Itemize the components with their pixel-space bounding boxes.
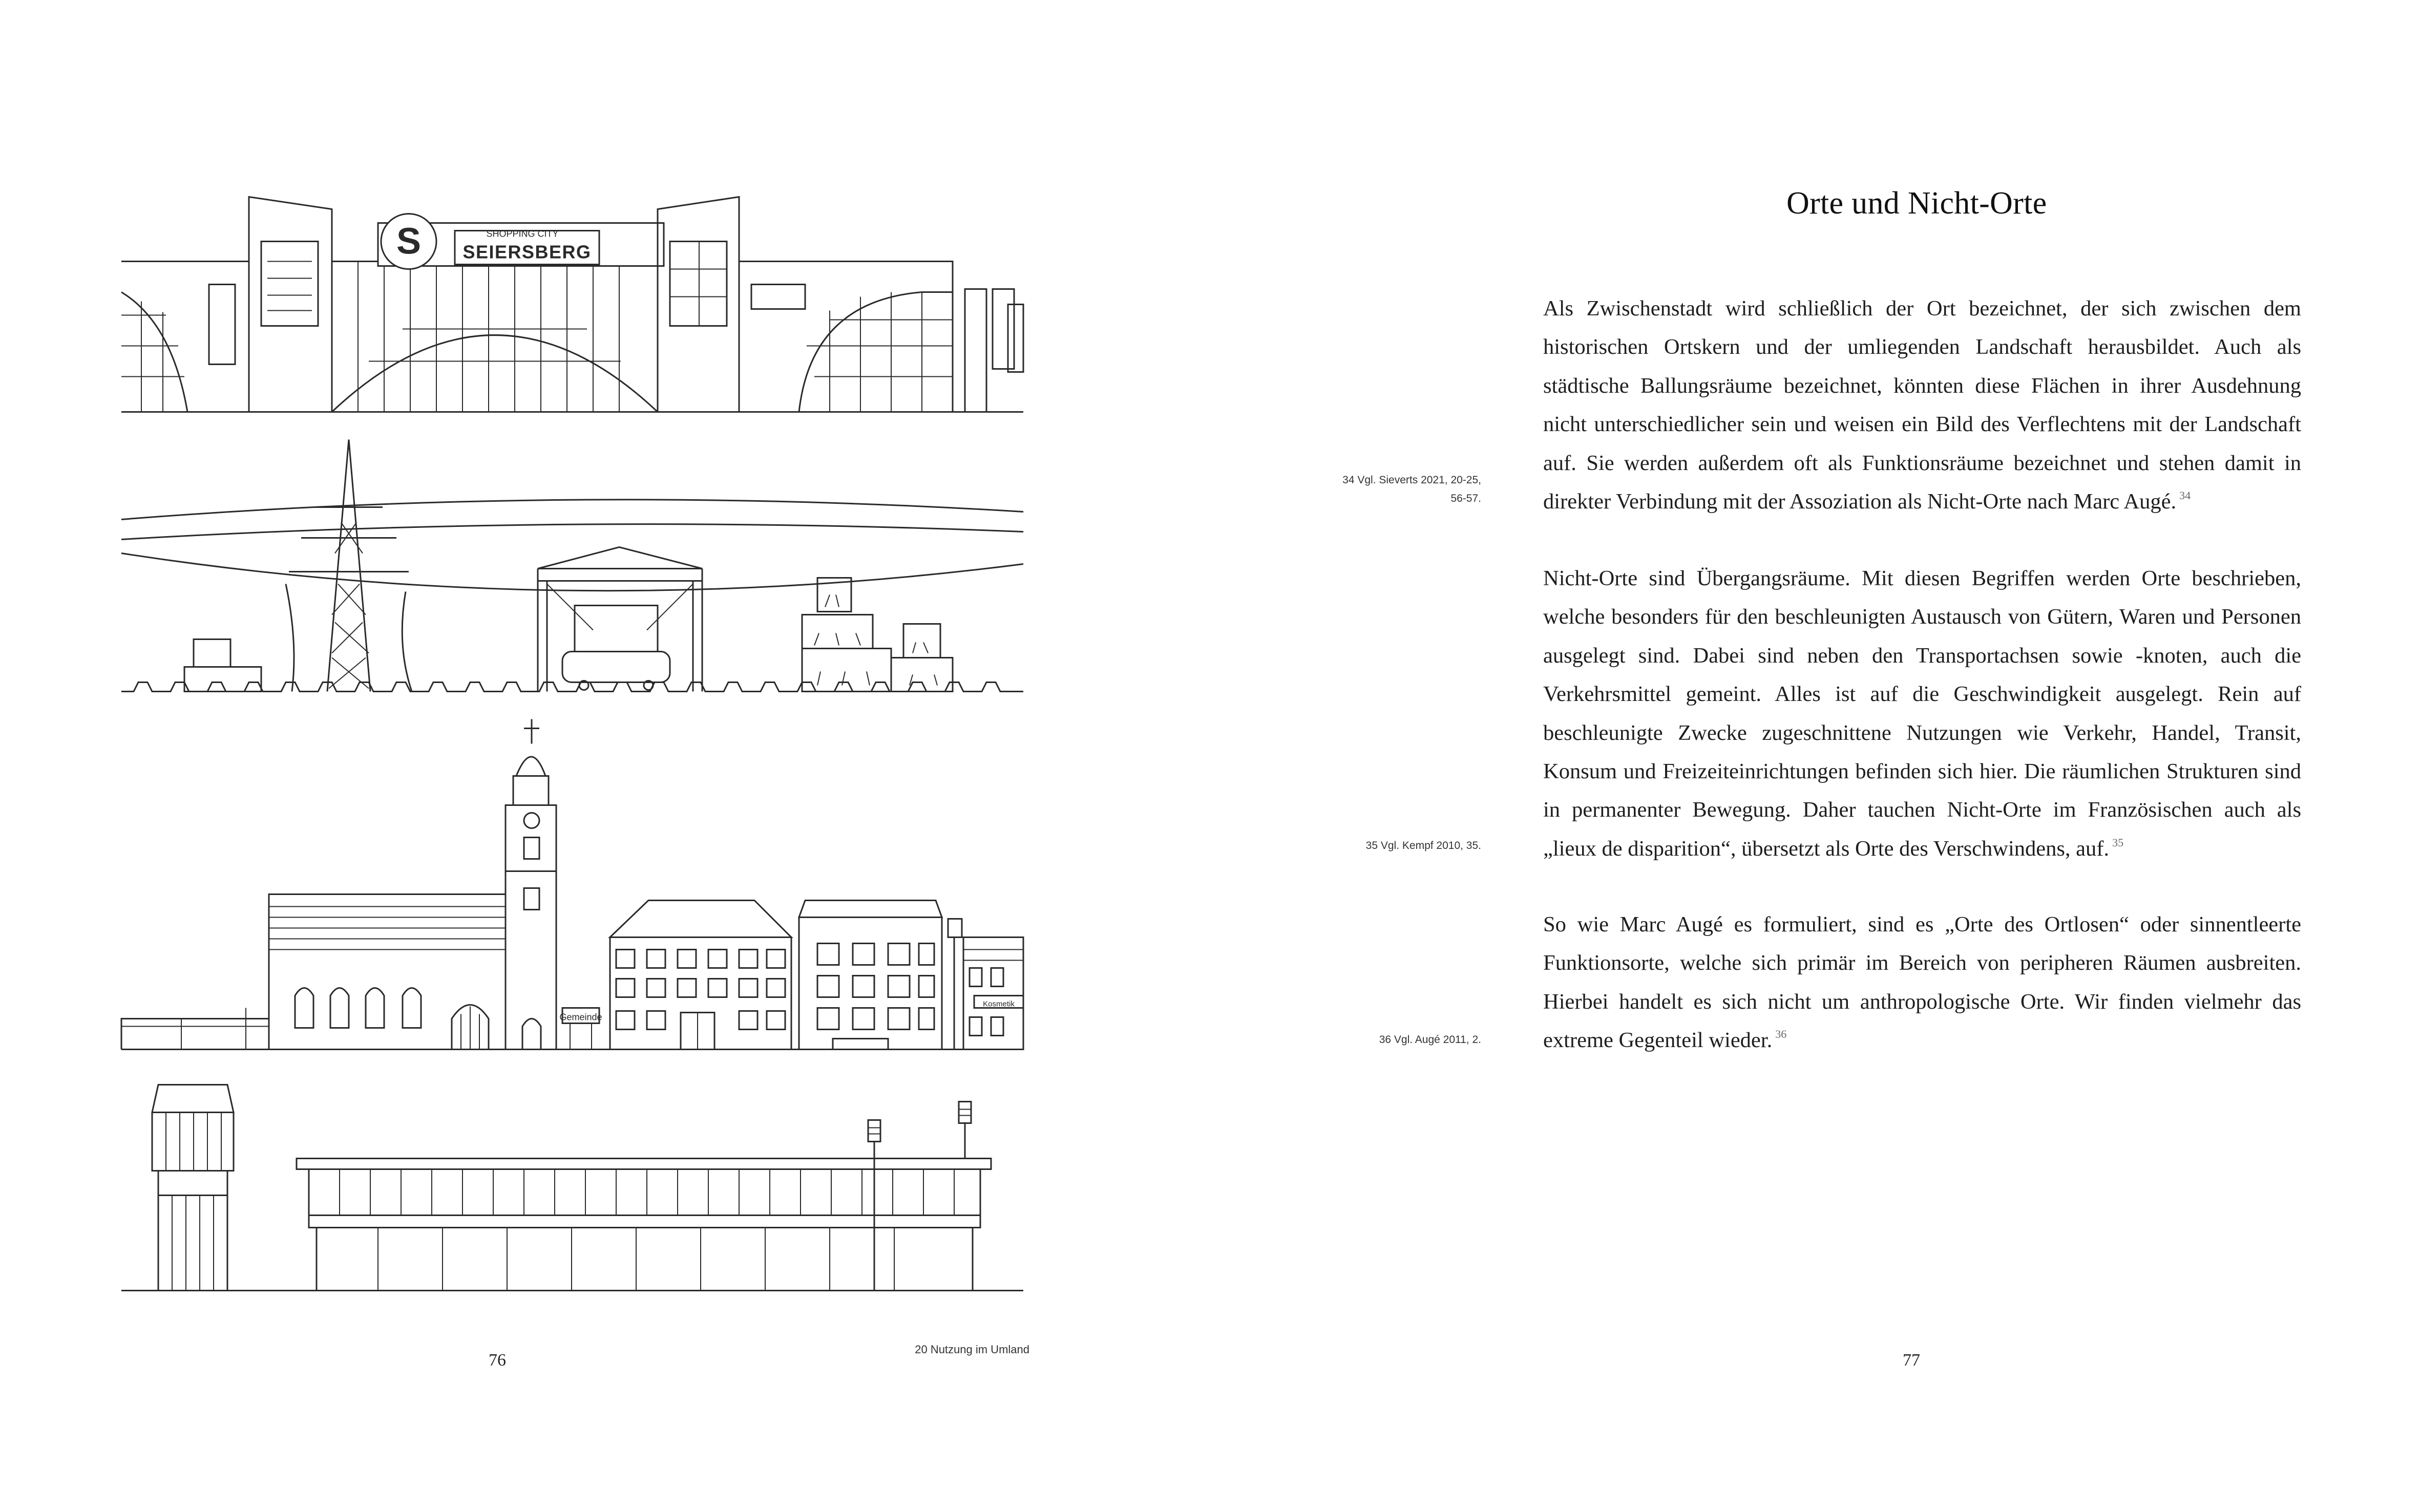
footnote-ref-36: 36 <box>1775 1028 1787 1041</box>
right-page-number: 77 <box>1903 1351 1920 1370</box>
footnote-ref-34: 34 <box>2179 489 2191 502</box>
paragraph-3-text: So wie Marc Augé es formuliert, sind es „Orte des Ortlosen“ oder sinnentleerte Funktionsorte, welche sich primär im Bereich von peripheren Räumen ausbreiten. Hierbei handelt es sich nicht um anthropologische Orte. Wir finden vielmehr das extreme Gegenteil wieder. <box>1543 912 2301 1053</box>
mall-sign-line1: SHOPPING CITY <box>486 228 559 239</box>
footnote-36 <box>1270 1031 1481 1049</box>
mall-sign-line2: SEIERSBERG <box>462 241 592 263</box>
footnote-35-line1: 35 Vgl. Kempf 2010, 35. <box>1365 840 1481 851</box>
power-line-drawing <box>121 440 1023 692</box>
paragraph-1 <box>1543 289 2301 524</box>
footnote-34-line1: 34 Vgl. Sieverts 2021, 20-25, <box>1342 474 1481 486</box>
municipality-sign: Gemeinde <box>559 1012 602 1023</box>
footnote-34-line2: 56-57. <box>1450 493 1481 504</box>
shop-sign: Kosmetik <box>983 999 1015 1009</box>
footnote-36-line1: 36 Vgl. Augé 2011, 2. <box>1379 1034 1481 1046</box>
shopping-mall-drawing <box>121 197 1023 412</box>
village-drawing <box>121 719 1023 1050</box>
footnote-ref-35: 35 <box>2112 836 2124 849</box>
figure-caption: 20 Nutzung im Umland <box>915 1343 1029 1356</box>
paragraph-2-text: Nicht-Orte sind Übergangsräume. Mit diesen Begriffen werden Orte beschrieben, welche besonders für den beschleunigten Austausch von Gütern, Waren und Personen ausgelegt sind. Dabei sind neben den Transportachsen sowie -knoten, auch die Verkehrsmittel gemeint. Alles ist auf die Geschwindigkeit ausgelegt. Rein auf beschleunigte Zwecke zugeschnittene Nutzungen wie Verkehr, Handel, Transit, Konsum und Freizeiteinrichtungen befinden sich hier. Die räumlichen Strukturen sind in permanenter Bewegung. Daher tauchen Nicht-Orte im Französischen auch als „lieux de disparition“, übersetzt als Orte des Verschwindens, auf. <box>1543 566 2301 861</box>
chapter-heading: Orte und Nicht-Orte <box>1786 186 2047 221</box>
airport-drawing <box>121 1085 1023 1291</box>
footnote-35 <box>1270 837 1481 855</box>
footnote-34 <box>1270 471 1481 508</box>
paragraph-2 <box>1543 559 2301 871</box>
left-page-number: 76 <box>489 1351 506 1370</box>
mall-logo-letter: S <box>396 221 422 262</box>
paragraph-1-text: Als Zwischenstadt wird schließlich der Ort bezeichnet, der sich zwischen dem historischen Ortskern und der umliegenden Landschaft herausbildet. Auch als städtische Ballungsräume bezeichnet, könnten diese Flächen in ihrer Ausdehnung nicht unterschiedlicher sein und weisen ein Bild des Verflechtens mit der Landschaft auf. Sie werden außerdem oft als Funktionsräume bezeichnet und stehen damit in direkter Verbindung mit der Assoziation als Nicht-Orte nach Marc Augé. <box>1543 296 2301 514</box>
paragraph-3 <box>1543 905 2301 1063</box>
